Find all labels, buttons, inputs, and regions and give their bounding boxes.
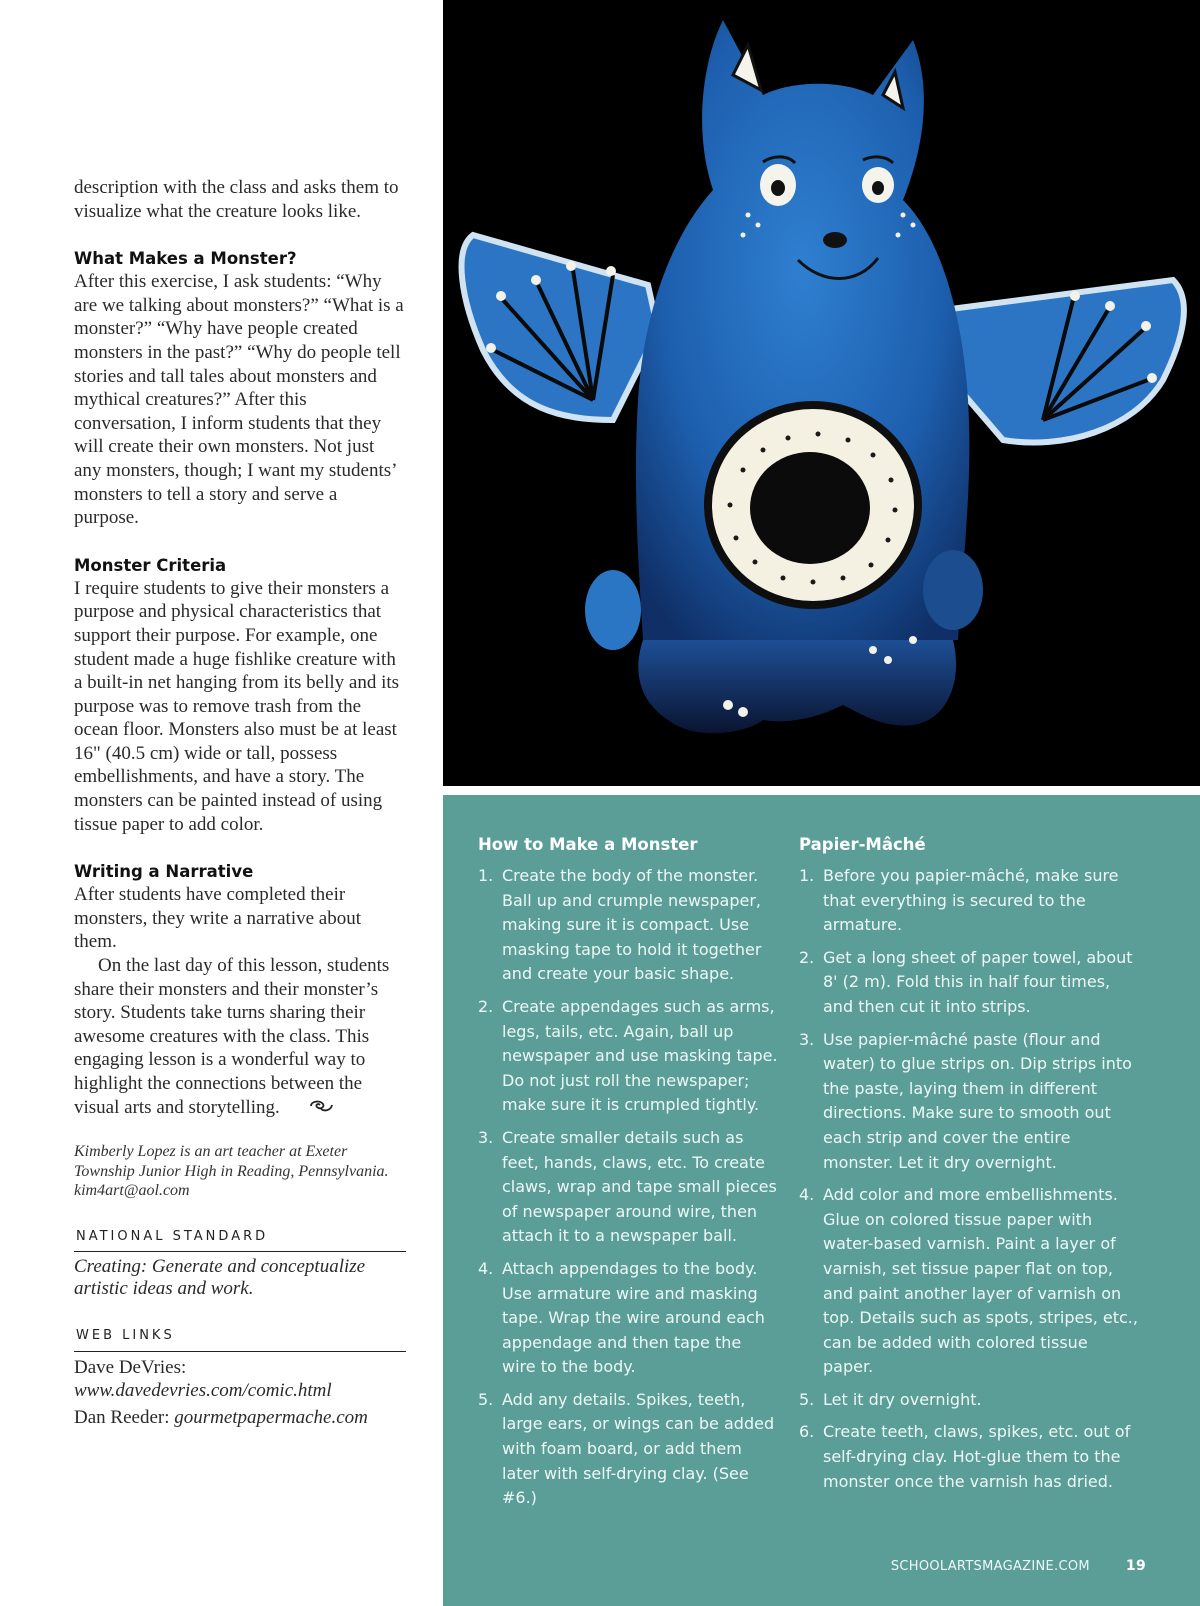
paragraph-narrative-1: After students have completed their monsters, they write a narrative about them. [74,884,362,953]
page-number: 19 [1125,1558,1146,1574]
papier-mache-steps [799,864,1139,1494]
paragraph-narrative-2 [74,954,406,1120]
how-to-steps [478,864,778,1511]
footer-site[interactable]: SCHOOLARTSMAGAZINE.COM [890,1559,1090,1574]
author-bio: Kimberly Lopez is an art teacher at Exeter Township Junior High in Reading, Pennsylvania. kim4art@aol.com [74,1143,389,1200]
web-link-devries-url[interactable]: www.davedevries.com/comic.html [74,1379,332,1401]
web-link-devries-name: Dave DeVries: [74,1356,187,1378]
how-step-3: 3. Create smaller details such as feet, hands, claws, etc. To create claws, wrap and tape small pieces of newspaper around wire, then attach it to a newspaper ball. [478,1127,777,1246]
pm-step-2: 2. Get a long sheet of paper towel, about 8' (2 m). Fold this in half four times, and then cut it into strips. [799,947,1133,1016]
web-link-reeder-name: Dan Reeder: [74,1406,175,1428]
page-footer [891,1558,1146,1574]
narrative-2-text: On the last day of this lesson, students share their monsters and their monster’s story. Students take turns sharing their awesome creatures with the class. This engaging lesson is a wonderful way to highlight the connections between the visual arts and storytelling. [74,955,390,1118]
how-step-2: 2. Create appendages such as arms, legs, tails, etc. Again, ball up newspaper and use masking tape. Do not just roll the newspaper; make sure it is crumpled tightly. [478,996,778,1115]
how-to-make-monster-column [478,835,778,1519]
instructions-panel [443,795,1200,1606]
blue-monster-sculpture-image [443,0,1200,786]
end-mark-swirl-icon [284,1096,334,1120]
pm-step-6: 6. Create teeth, claws, spikes, etc. out of self-drying clay. Hot-glue them to the monster once the varnish has dried. [799,1422,1131,1491]
heading-monster-criteria: Monster Criteria [74,555,227,575]
pm-step-5: 5. Let it dry overnight. [799,1389,982,1409]
web-link-reeder[interactable] [74,1406,406,1429]
heading-what-makes-a-monster: What Makes a Monster? [74,249,297,269]
papier-mache-title: Papier-Mâché [799,835,926,854]
papier-mache-column [799,835,1139,1502]
pm-step-4: 4. Add color and more embellishments. Glue on colored tissue paper with water-based varnish. Paint a layer of varnish, set tissue paper flat on top, and paint another layer of varnish on top. Details such as spots, stripes, etc., can be added with colored tissue paper. [799,1185,1138,1377]
heading-writing-a-narrative: Writing a Narrative [74,862,254,882]
web-link-devries[interactable] [74,1356,406,1402]
how-step-4: 4. Attach appendages to the body. Use armature wire and masking tape. Wrap the wire around each appendage and then tape the wire to the body. [478,1258,765,1377]
article-column [74,176,406,1429]
pm-step-3: 3. Use papier-mâché paste (flour and water) to glue strips on. Dip strips into the paste, laying them in different directions. Make sure to smooth out each strip and cover the entire monster. Let it dry overnight. [799,1029,1132,1172]
paragraph-what-makes-a-monster: After this exercise, I ask students: “Why are we talking about monsters?” “What is a monster?” “Why have people created monsters in the past?” “Why do people tell stories and tall tales about monsters and mythical creatures?” After this conversation, I inform students that they will create their own monsters. Not just any monsters, though; I want my students’ monsters to tell a story and serve a purpose. [74,271,404,529]
national-standard-text: Creating: Generate and conceptualize artistic ideas and work. [74,1256,366,1300]
monster-photo [443,0,1200,786]
web-links-label: WEB LINKS [74,1324,406,1352]
web-link-reeder-url[interactable]: gourmetpapermache.com [174,1406,368,1428]
paragraph-monster-criteria: I require students to give their monsters a purpose and physical characteristics that support their purpose. For example, one student made a huge fishlike creature with a built-in net hanging from its belly and its purpose was to remove trash from the ocean floor. Monsters also must be at least 16" (40.5 cm) wide or tall, possess embellishments, and have a story. The monsters can be painted instead of using tissue paper to add color. [74,577,400,835]
national-standard-label: NATIONAL STANDARD [74,1225,406,1253]
intro-paragraph: description with the class and asks them to visualize what the creature looks like. [74,177,399,222]
monster-legs [638,640,956,733]
pm-step-1: 1. Before you papier-mâché, make sure that everything is secured to the armature. [799,866,1119,935]
how-to-make-monster-title: How to Make a Monster [478,835,698,854]
how-step-5: 5. Add any details. Spikes, teeth, large ears, or wings can be added with foam board, or add them later with self-drying clay. (See #6.) [478,1389,775,1508]
how-step-1: 1. Create the body of the monster. Ball up and crumple newspaper, making sure it is compact. Use masking tape to hold it together and create your basic shape. [478,866,762,984]
